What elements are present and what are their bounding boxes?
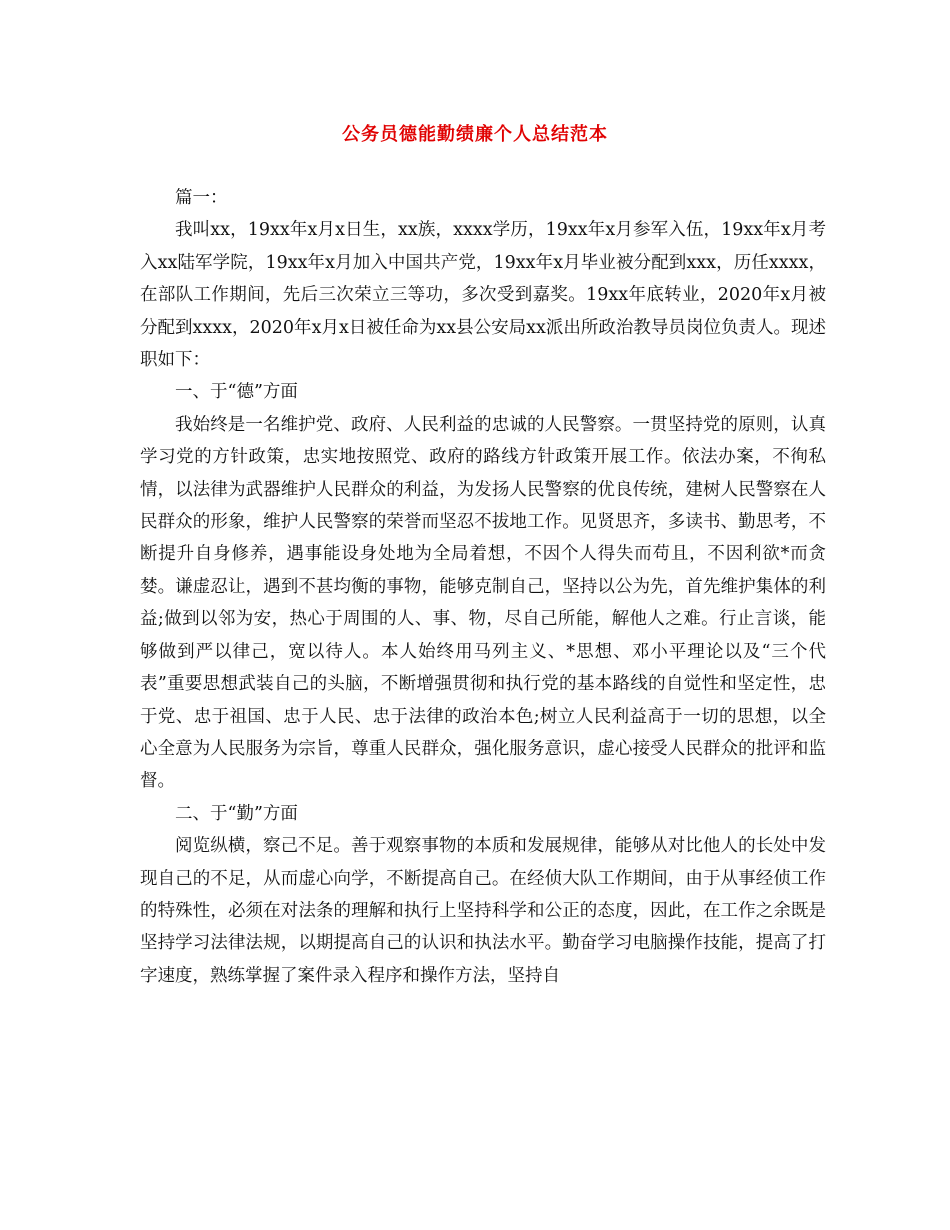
paragraph-heading-qin: 二、于“勤”方面 bbox=[175, 803, 298, 824]
paragraph-introduction: 我叫xx，19xx年x月x日生，xx族，xxxx学历，19xx年x月参军入伍，19xx年x月考入xx陆军学院，19xx年x月加入中国共产党，19xx年x月毕业被分配到xxx，历任xxxx，在部队工作期间，先后三次荣立三等功，多次受到嘉奖。19xx年底转业，2020年x月被分配到xxxx，2020年x月x日被任命为xx县公安局xx派出所政治教导员岗位负责人。现述职如下： bbox=[140, 220, 826, 371]
paragraph-section-heading: 篇一： bbox=[175, 188, 228, 208]
paragraph-de-content: 我始终是一名维护党、政府、人民利益的忠诚的人民警察。一贯坚持党的原则，认真学习党的方针政策，忠实地按照党、政府的路线方针政策开展工作。依法办案，不徇私情，以法律为武器维护人民群众的利益，为发扬人民警察的优良传统，建树人民警察在人民群众的形象，维护人民警察的荣誉而坚忍不拔地工作。见贤思齐，多读书、勤思考，不断提升自身修养，遇事能设身处地为全局着想，不因个人得失而苟且，不因利欲*而贪婪。谦虚忍让，遇到不甚均衡的事物，能够克制自己，坚持以公为先，首先维护集体的利益;做到以邻为安，热心于周围的人、事、物，尽自己所能，解他人之难。行止言谈，能够做到严以律己，宽以待人。本人始终用马列主义、*思想、邓小平理论以及“三个代表”重要思想武装自己的头脑，不断增强贯彻和执行党的基本路线的自觉性和坚定性，忠于党、忠于祖国、忠于人民、忠于法律的政治本色;树立人民利益高于一切的思想，以全心全意为人民服务为宗旨，尊重人民群众，强化服务意识，虚心接受人民群众的批评和监督。 bbox=[140, 414, 826, 792]
document-title: 公务员德能勤绩廉个人总结范本 bbox=[342, 124, 608, 145]
paragraph-qin-content: 阅览纵横，察己不足。善于观察事物的本质和发展规律，能够从对比他人的长处中发现自己的不足，从而虚心向学，不断提高自己。在经侦大队工作期间，由于从事经侦工作的特殊性，必须在对法条的理解和执行上坚持科学和公正的态度，因此，在工作之余既是坚持学习法律法规，以期提高自己的认识和执法水平。勤奋学习电脑操作技能，提高了打字速度，熟练掌握了案件录入程序和操作方法，坚持自 bbox=[140, 836, 826, 986]
paragraph-heading-de: 一、于“德”方面 bbox=[175, 382, 298, 403]
document-body bbox=[140, 182, 826, 992]
